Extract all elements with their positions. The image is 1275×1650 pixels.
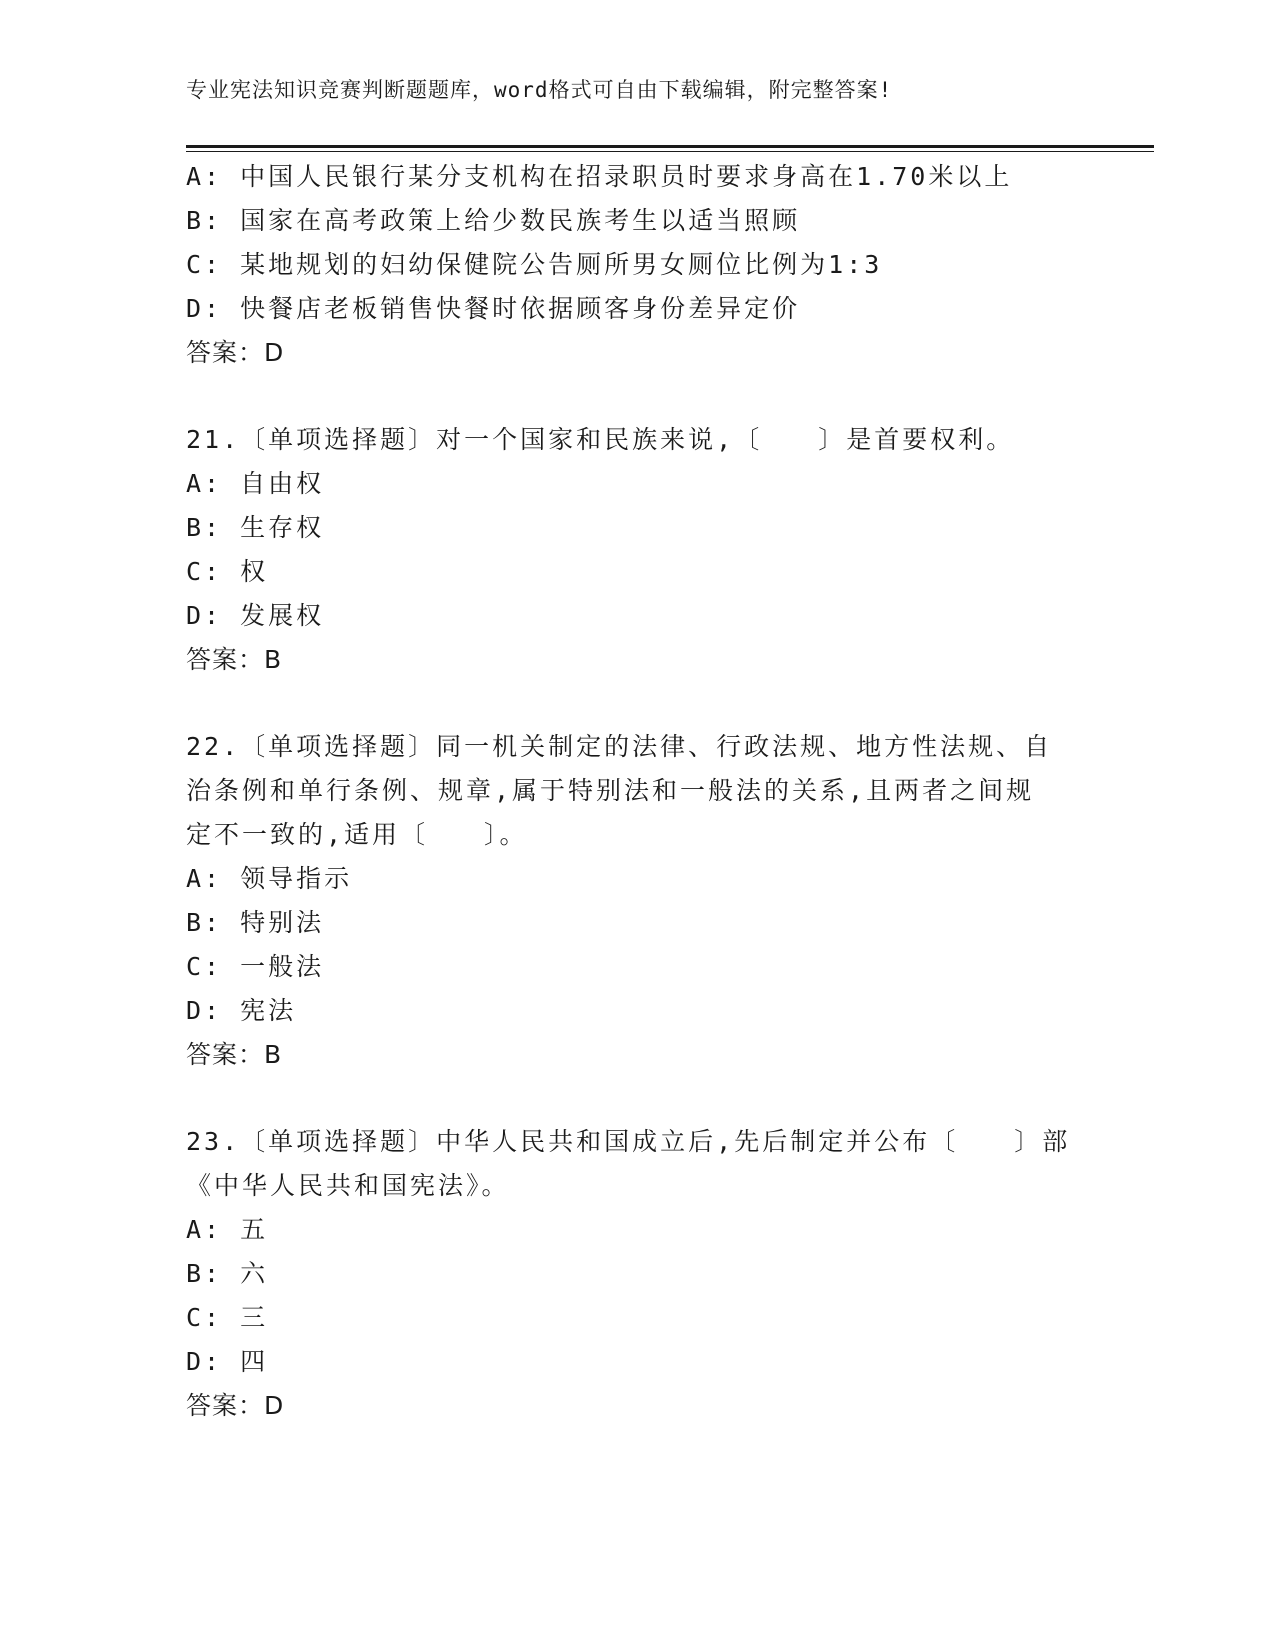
option-line: D: 发展权 [186,601,325,630]
question-line: 21.〔单项选择题〕对一个国家和民族来说,〔 〕是首要权利。 [186,425,1015,454]
answer-line: 答案：D [186,338,285,367]
answer-line: 答案：D [186,1391,285,1420]
option-line: B: 国家在高考政策上给少数民族考生以适当照顾 [186,206,801,235]
option-line: C: 某地规划的妇幼保健院公告厕所男女厕位比例为1:3 [186,250,883,279]
option-line: B: 生存权 [186,513,325,542]
option-line: B: 特别法 [186,908,325,937]
header-rule-thin [186,151,1154,152]
option-line: C: 三 [186,1303,269,1332]
option-line: C: 一般法 [186,952,325,981]
answer-line: 答案：B [186,1040,283,1069]
page-header: 专业宪法知识竞赛判断题题库，word格式可自由下载编辑，附完整答案! [186,78,893,102]
option-line: D: 快餐店老板销售快餐时依据顾客身份差异定价 [186,294,801,323]
question-line: 22.〔单项选择题〕同一机关制定的法律、行政法规、地方性法规、自 [186,732,1053,761]
question-line: 定不一致的,适用〔 〕。 [186,820,528,849]
question-line: 23.〔单项选择题〕中华人民共和国成立后,先后制定并公布〔 〕部 [186,1127,1071,1156]
answer-line: 答案：B [186,645,283,674]
option-line: D: 四 [186,1347,269,1376]
option-line: A: 中国人民银行某分支机构在招录职员时要求身高在1.70米以上 [186,162,1013,191]
question-line: 治条例和单行条例、规章,属于特别法和一般法的关系,且两者之间规 [186,776,1035,805]
option-line: D: 宪法 [186,996,297,1025]
option-line: A: 自由权 [186,469,325,498]
question-line: 《中华人民共和国宪法》。 [186,1171,510,1200]
option-line: C: 权 [186,557,269,586]
option-line: B: 六 [186,1259,269,1288]
header-rule-thick [186,145,1154,148]
option-line: A: 五 [186,1215,269,1244]
option-line: A: 领导指示 [186,864,353,893]
